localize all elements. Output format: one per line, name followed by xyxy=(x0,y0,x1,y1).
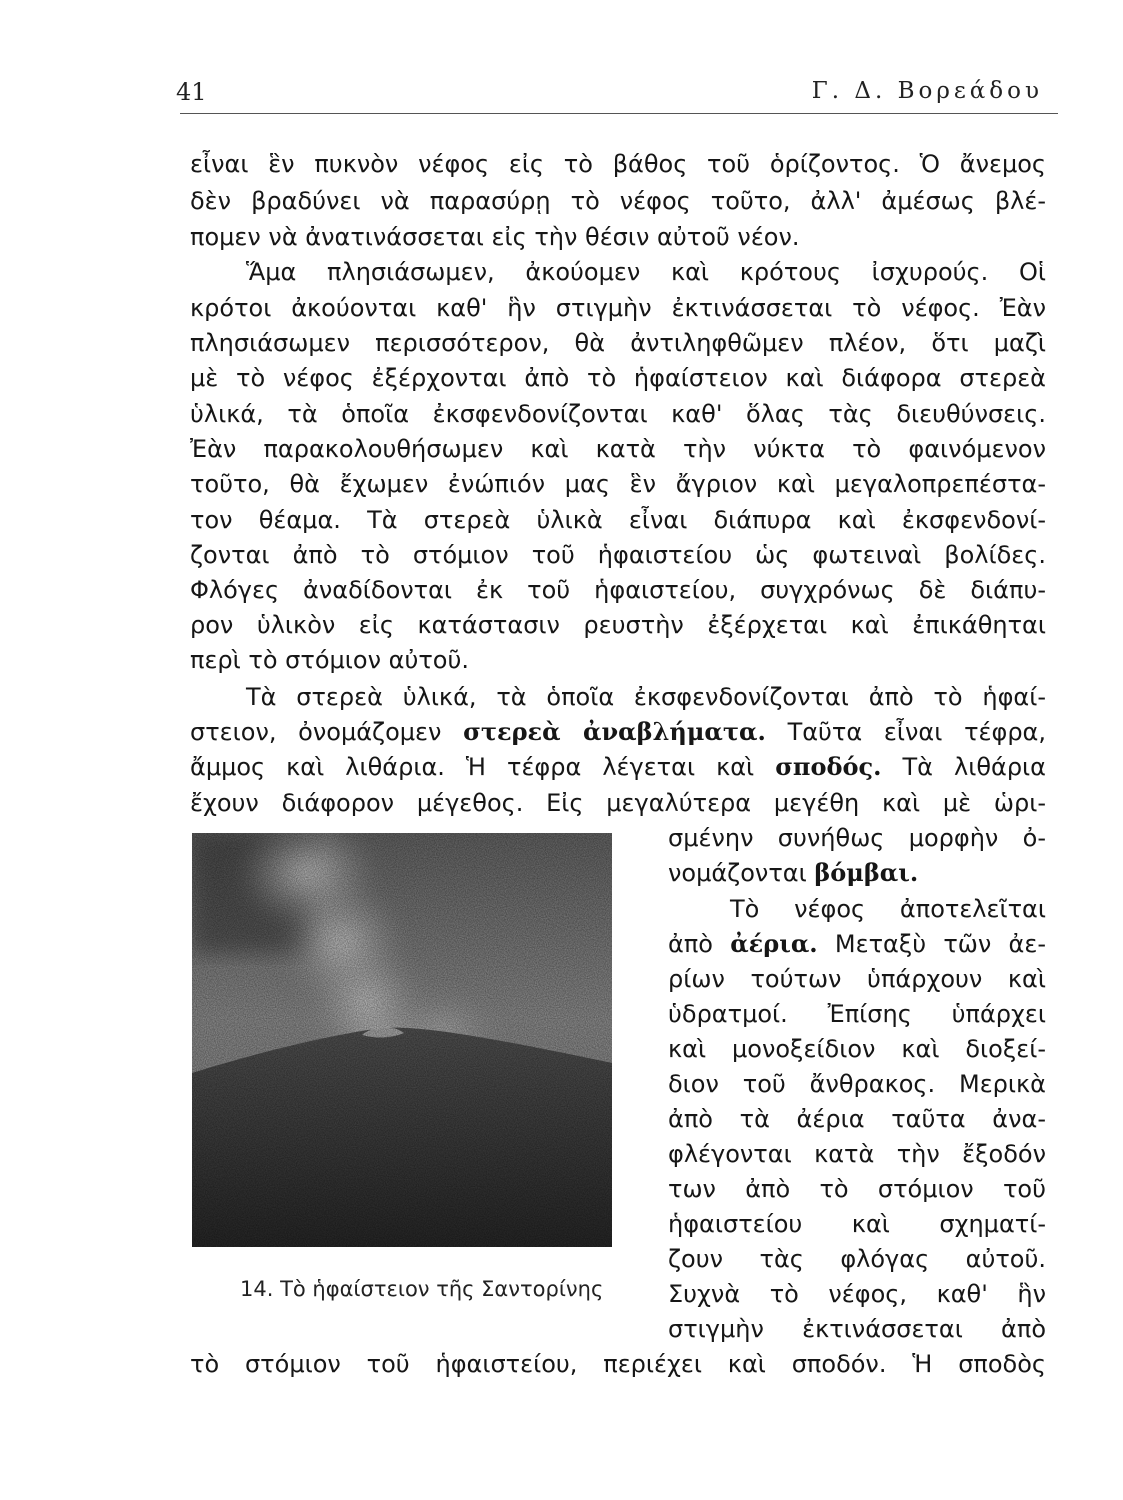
text-line: ρον ὑλικὸν εἰς κατάστασιν ρευστὴν ἐξέρχεται καὶ ἐπικάθηται xyxy=(190,611,1046,639)
text-line xyxy=(190,715,1046,749)
text-line: Ἅμα πλησιάσωμεν, ἀκούομεν καὶ κρότους ἰσχυρούς. Οἱ xyxy=(246,258,1046,286)
text-line: δὲν βραδύνει νὰ παρασύρῃ τὸ νέφος τοῦτο, ἀλλ' ἀμέσως βλέ- xyxy=(190,187,1046,215)
text-line: ἀπὸ τὰ ἀέρια ταῦτα ἀνα- xyxy=(668,1105,1046,1133)
text-line: Ἐὰν παρακολουθήσωμεν καὶ κατὰ τὴν νύκτα τὸ φαινόμενον xyxy=(190,435,1046,463)
text-line: περὶ τὸ στόμιον αὐτοῦ. xyxy=(190,646,469,674)
text-line: εἶναι ἓν πυκνὸν νέφος εἰς τὸ βάθος τοῦ ὁρίζοντος. Ὁ ἄνεμος xyxy=(190,150,1046,178)
text-span: Μεταξὺ τῶν ἀε- xyxy=(817,930,1046,958)
text-line: πομεν νὰ ἀνατινάσσεται εἰς τὴν θέσιν αὐτοῦ νέον. xyxy=(190,223,800,251)
text-span: νομάζονται xyxy=(668,859,815,887)
volcano-photo-graphic xyxy=(192,833,612,1247)
text-line: κρότοι ἀκούονται καθ' ἣν στιγμὴν ἐκτινάσσεται τὸ νέφος. Ἐὰν xyxy=(190,294,1046,322)
text-span: ἀπὸ xyxy=(668,930,731,958)
text-line: Τὰ στερεὰ ὑλικά, τὰ ὁποῖα ἐκσφενδονίζονται ἀπὸ τὸ ἡφαί- xyxy=(246,683,1046,711)
volcano-photo xyxy=(192,833,612,1247)
text-line: μὲ τὸ νέφος ἐξέρχονται ἀπὸ τὸ ἡφαίστειον καὶ διάφορα στερεὰ xyxy=(190,364,1046,392)
text-span: Ταῦτα εἶναι τέφρα, xyxy=(765,718,1047,746)
text-line: ἡφαιστείου καὶ σχηματί- xyxy=(668,1210,1046,1238)
text-line xyxy=(668,927,1046,961)
term-aeria: ἀέρια. xyxy=(730,929,818,958)
text-line: διον τοῦ ἄνθρακος. Μερικὰ xyxy=(668,1070,1046,1098)
text-line: φλέγονται κατὰ τὴν ἔξοδόν xyxy=(668,1140,1046,1168)
text-line: τον θέαμα. Τὰ στερεὰ ὑλικὰ εἶναι διάπυρα καὶ ἐκσφενδονί- xyxy=(190,506,1046,534)
text-line: ζουν τὰς φλόγας αὐτοῦ. xyxy=(668,1245,1046,1273)
term-stereq-anablimata: στερεὰ ἀναβλήματα. xyxy=(463,717,766,746)
text-line: τοῦτο, θὰ ἔχωμεν ἐνώπιόν μας ἓν ἄγριον καὶ μεγαλοπρεπέστα- xyxy=(190,470,1046,498)
text-line: ὑλικά, τὰ ὁποῖα ἐκσφενδονίζονται καθ' ὅλας τὰς διευθύνσεις. xyxy=(190,400,1046,428)
text-span: ἄμμος καὶ λιθάρια. Ἡ τέφρα λέγεται καὶ xyxy=(190,753,776,781)
figure-caption: 14. Τὸ ἡφαίστειον τῆς Σαντορίνης xyxy=(240,1277,604,1301)
page-number: 41 xyxy=(176,78,207,106)
term-spodos: σποδός. xyxy=(775,752,882,781)
text-span: στειον, ὀνομάζομεν xyxy=(190,718,464,746)
term-bombai: βόμβαι. xyxy=(814,858,919,887)
text-line: Φλόγες ἀναδίδονται ἐκ τοῦ ἡφαιστείου, συγχρόνως δὲ διάπυ- xyxy=(190,576,1046,604)
text-line: ὑδρατμοί. Ἐπίσης ὑπάρχει xyxy=(668,1000,1046,1028)
text-line: τὸ στόμιον τοῦ ἡφαιστείου, περιέχει καὶ σποδόν. Ἡ σποδὸς xyxy=(190,1350,1046,1378)
text-line: στιγμὴν ἐκτινάσσεται ἀπὸ xyxy=(668,1315,1046,1343)
text-line: των ἀπὸ τὸ στόμιον τοῦ xyxy=(668,1175,1046,1203)
text-line: σμένην συνήθως μορφὴν ὀ- xyxy=(668,824,1046,852)
text-line: πλησιάσωμεν περισσότερον, θὰ ἀντιληφθῶμεν πλέον, ὅτι μαζὶ xyxy=(190,329,1046,357)
text-line: ρίων τούτων ὑπάρχουν καὶ xyxy=(668,965,1046,993)
text-line: καὶ μονοξείδιον καὶ διοξεί- xyxy=(668,1035,1046,1063)
text-line: ζονται ἀπὸ τὸ στόμιον τοῦ ἡφαιστείου ὡς φωτειναὶ βολίδες. xyxy=(190,541,1046,569)
text-span: Τὰ λιθάρια xyxy=(881,753,1046,781)
text-line: Συχνὰ τὸ νέφος, καθ' ἣν xyxy=(668,1280,1046,1308)
running-head: Γ. Δ. Βορεάδου xyxy=(811,78,1043,104)
text-line xyxy=(190,750,1046,784)
text-line xyxy=(668,856,1046,890)
header-rule xyxy=(180,113,1058,114)
text-line: ἔχουν διάφορον μέγεθος. Εἰς μεγαλύτερα μεγέθη καὶ μὲ ὡρι- xyxy=(190,789,1046,817)
text-line: Τὸ νέφος ἀποτελεῖται xyxy=(730,895,1046,923)
